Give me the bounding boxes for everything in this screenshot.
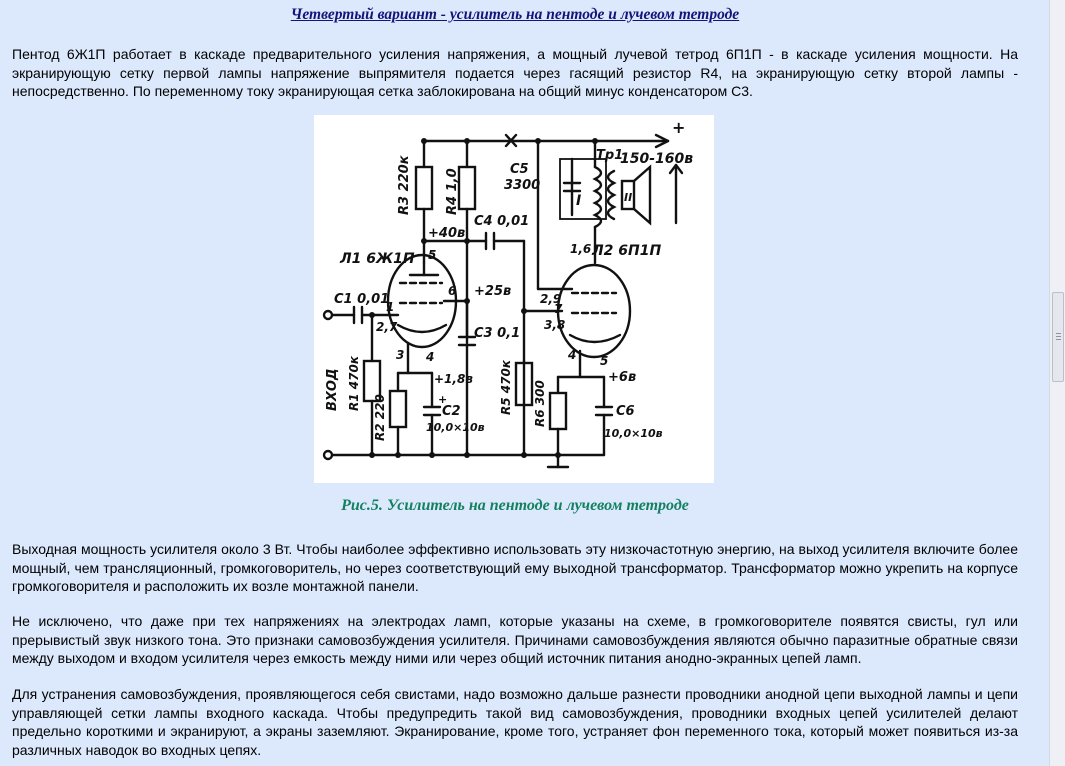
circuit-schematic-figure [314, 115, 714, 483]
circuit-schematic [314, 115, 714, 483]
r3-label: R3 220к [397, 155, 412, 215]
l1-pin5: 5 [428, 248, 437, 262]
scrollbar-thumb[interactable] [1052, 292, 1064, 382]
winding-2-label: II [624, 191, 633, 204]
paragraph-remedies: Для устранения самовозбуждения, проявляющегося себя свистами, надо возможно дальше разнести проводники анодной цепи выходной лампы и цепи управляющей сетки лампы входного каскада. Чтобы предупредить такой вид самовозбуждения, проводники входных цепей усилителей делают предельно короткими и экранируют, а экраны заземляют. Экранирование, кроме того, устраняет фон переменного тока, который может появиться из-за различных наводок во входных цепях. [12, 686, 1018, 758]
c4-label: С4 0,01 [474, 214, 530, 229]
supply-voltage-label: 150-160в [620, 151, 694, 167]
l2-pin7: 7 [554, 302, 563, 316]
v18-label: +1,8в [434, 372, 473, 386]
l2-pin38: 3,8 [544, 318, 566, 332]
l1-pin1: 1 [386, 300, 395, 314]
l2-tube-label: Л2 6П1П [592, 243, 662, 259]
c5-name: С5 [510, 162, 529, 177]
input-label: ВХОД [325, 368, 340, 411]
vertical-scrollbar[interactable] [1049, 0, 1065, 766]
plus-label: + [672, 118, 686, 137]
r2-label: R2 220 [373, 394, 387, 441]
l1-pin27: 2,7 [376, 320, 398, 334]
l2-pin4: 4 [568, 348, 577, 362]
c5-value: 3300 [504, 178, 541, 193]
l2-pin29: 2,9 [540, 292, 562, 306]
winding-1-label: I [576, 193, 582, 209]
c6-label: С6 [616, 404, 635, 419]
c6-value: 10,0×10в [604, 427, 663, 440]
l1-pin6: 6 [448, 284, 457, 298]
c1-label: С1 0,01 [334, 292, 390, 307]
section-heading-link[interactable]: Четвертый вариант - усилитель на пентоде и лучевом тетроде [290, 6, 740, 23]
v6-label: +6в [608, 370, 637, 385]
r1-label: R1 470к [347, 356, 361, 411]
l1-pin3: 3 [396, 348, 405, 362]
r4-label: R4 1,0 [445, 168, 460, 215]
l1-tube-label: Л1 6Ж1П [340, 251, 415, 267]
l2-pin16: 1,6 [570, 242, 592, 256]
figure-caption: Рис.5. Усилитель на пентоде и лучевом тетроде [341, 497, 689, 514]
c3-label: С3 0,1 [474, 326, 521, 341]
paragraph-self-excitation: Не исключено, что даже при тех напряжениях на электродах ламп, которые указаны на схеме, в громкоговорителе появятся свисты, гул или прерывистый звук низкого тона. Это признаки самовозбуждения усилителя. Причинами самовозбуждения являются обычно паразитные обратные связи между выходом и входом усилителя через емкость между ними или через общий источник питания анодно-экранных цепей ламп. [12, 613, 1018, 667]
v40-label: +40в [428, 226, 466, 241]
l2-pin5: 5 [600, 354, 609, 368]
c2-value: 10,0×10в [426, 421, 485, 434]
paragraph-intro: Пентод 6Ж1П работает в каскаде предварительного усиления напряжения, а мощный лучевой тетрод 6П1П - в каскаде усиления мощности. На экранирующую сетку первой лампы напряжение выпрямителя подается через гасящий резистор R4, на экранирующую сетку второй лампы - непосредственно. По переменному току экранирующая сетка заблокирована на общий минус конденсатором С3. [12, 46, 1018, 100]
c2-plus: + [438, 393, 448, 406]
r6-label: R6 300 [533, 380, 547, 427]
c2-label: С2 [442, 404, 461, 419]
v25-label: +25в [474, 284, 512, 299]
r5-label: R5 470к [499, 360, 513, 415]
l1-pin4: 4 [426, 350, 435, 364]
paragraph-output-power: Выходная мощность усилителя около 3 Вт. Чтобы наиболее эффективно использовать эту низкочастотную энергию, на выход усилителя включите более мощный, чем трансляционный, громкоговоритель, но через соответствующий ему выходной трансформатор. Трансформатор можно укрепить на корпусе громкоговорителя и расположить их возле монтажной панели. [12, 541, 1018, 595]
transformer-label: Тр1 [596, 148, 624, 163]
